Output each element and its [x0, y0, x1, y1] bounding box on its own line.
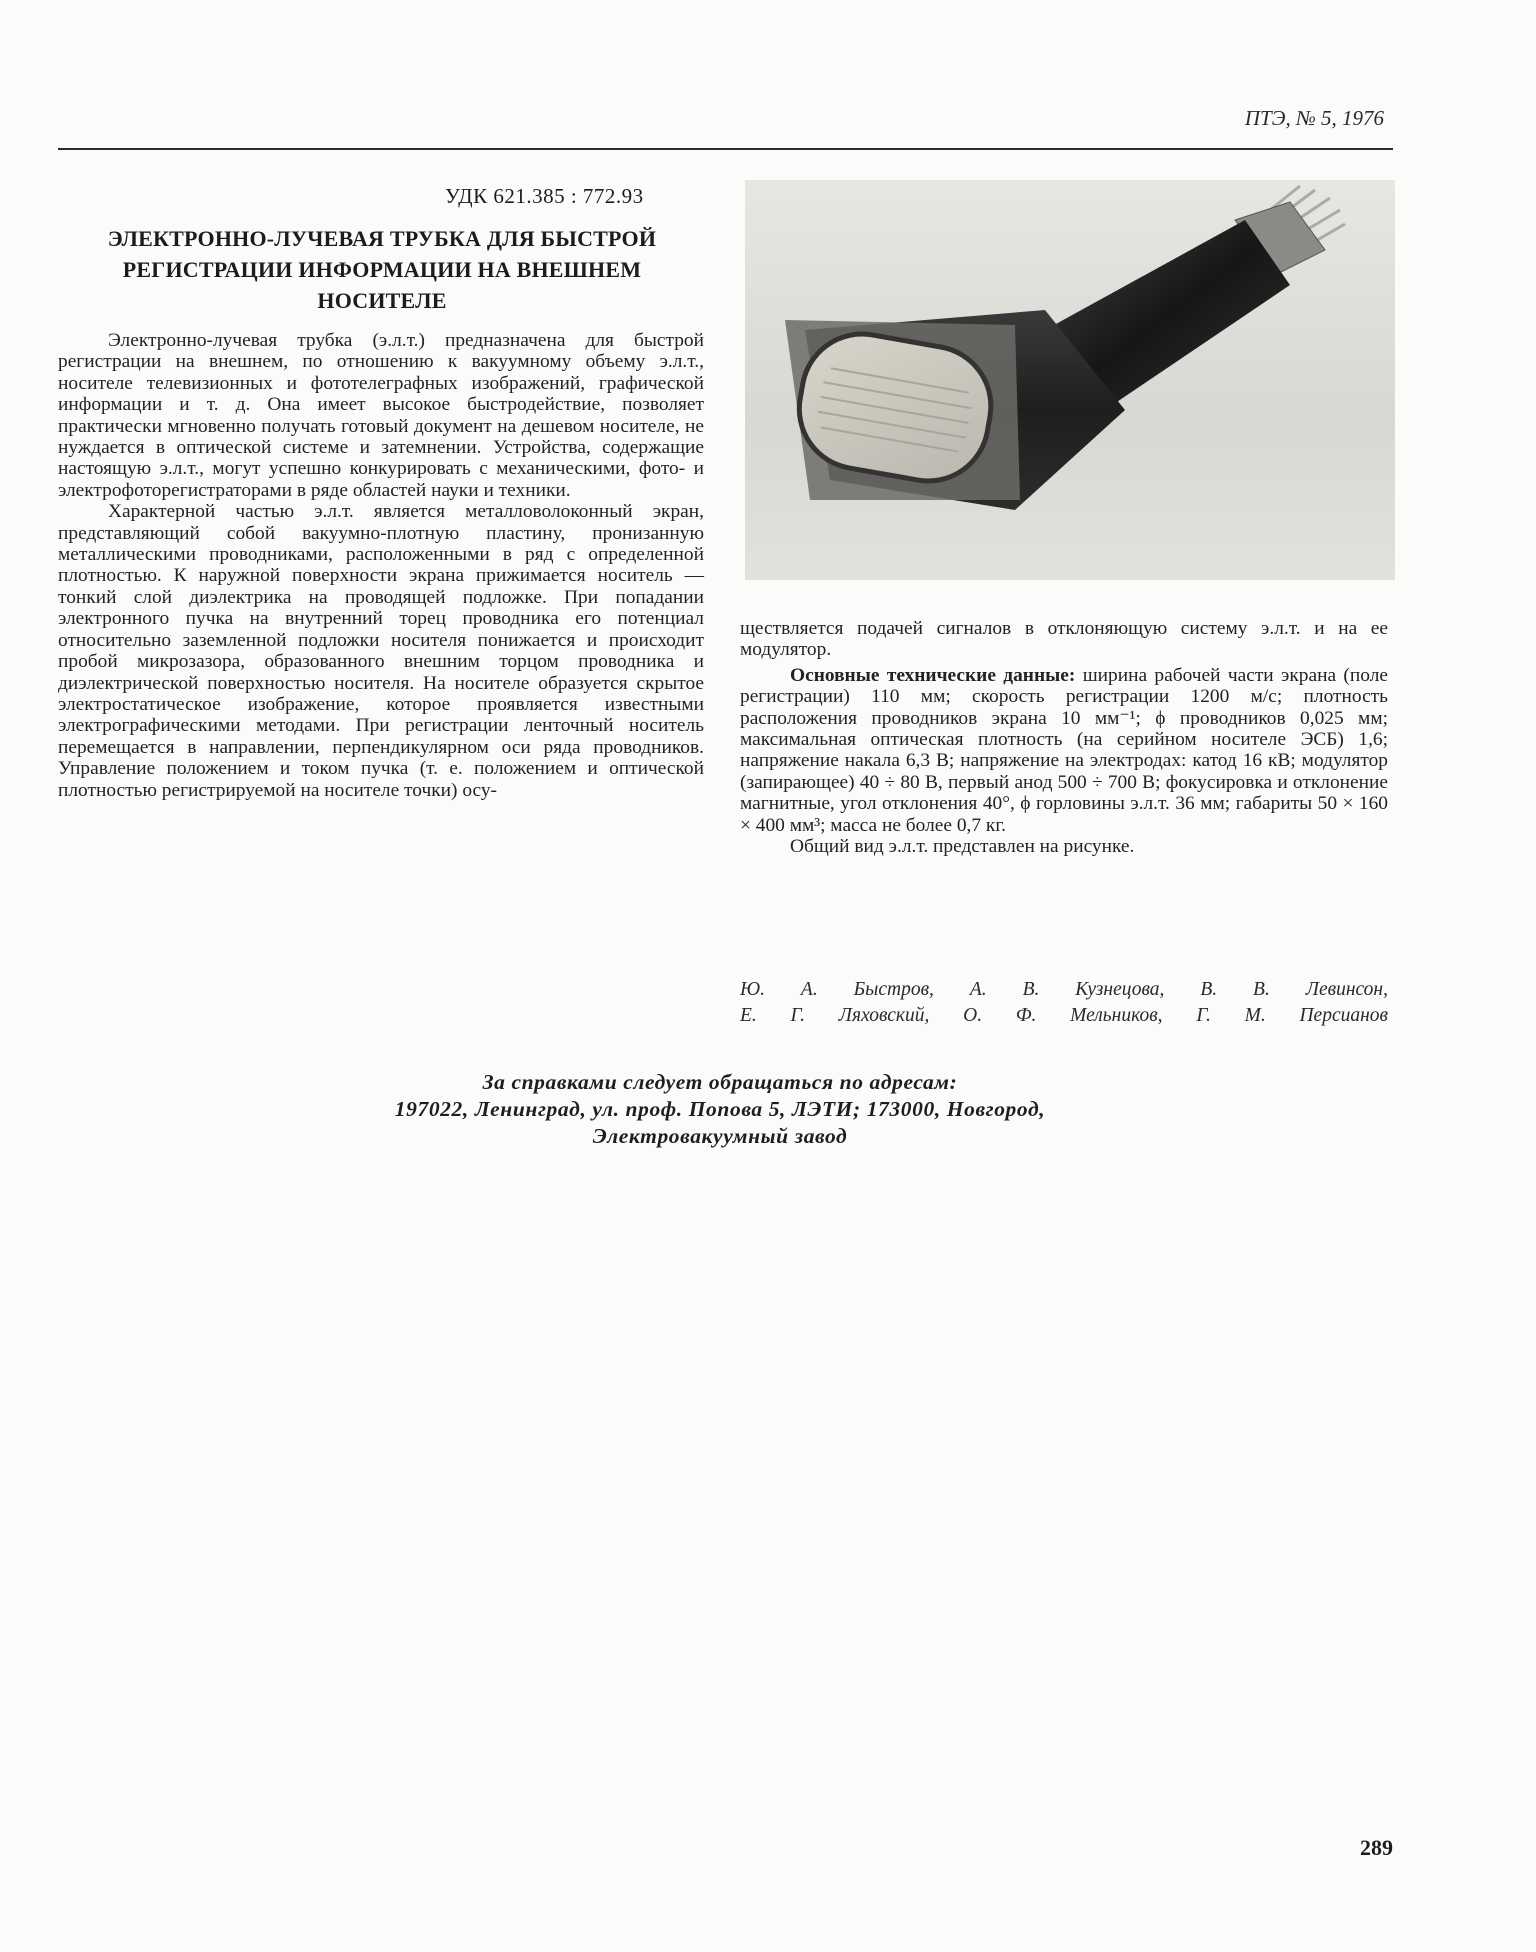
page-number: 289: [1360, 1835, 1393, 1860]
technical-data-body: ширина рабочей части экрана (поле регистрации) 110 мм; скорость регистрации 1200 м/с; плотность расположения проводников экрана 10 мм⁻¹; ϕ проводников 0,025 мм; максимальная оптическая плотность (на серийном носителе ЭСБ) 1,6; напряжение накала 6,3 В; напряжение на электродах: катод 16 кВ; модулятор (запирающее) 40 ÷ 80 В, первый анод 500 ÷ 700 В; фокусировка и отклонение магнитные, угол отклонения 40°, ϕ горловины э.л.т. 36 мм; габариты 50 × 160 × 400 мм³; масса не более 0,7 кг.: [740, 664, 1388, 836]
authors-line-2: Е. Г. Ляховский, О. Ф. Мельников, Г. М. Персианов: [740, 1005, 1388, 1026]
right-column: [740, 618, 1388, 857]
contact-line-3: Электровакуумный завод: [592, 1124, 848, 1148]
figure-note: Общий вид э.л.т. представлен на рисунке.: [790, 836, 1135, 858]
contact-line-2: 197022, Ленинград, ул. проф. Попова 5, ЛЭТИ; 173000, Новгород,: [394, 1097, 1046, 1121]
screen-description-paragraph: Характерной частью э.л.т. является металловолоконный экран, представляющий собой вакуумно-плотную пластину, пронизанную металлическими проводниками, расположенными в ряд с определенной плотностью. К наружной поверхности экрана прижимается носитель — тонкий слой диэлектрика на проводящей подложке. При попадании электронного пучка на внутренний торец проводника его потенциал относительно заземленной подложки носителя понижается и происходит пробой микрозазора, образованного внешним торцом проводника и диэлектрической поверхностью носителя. На носителе образуется скрытое электростатическое изображение, которое проявляется известными электрографическими методами. При регистрации ленточный носитель перемещается в направлении, перпендикулярном оси ряда проводников. Управление положением и током пучка (т. е. положением и оптической плотностью регистрируемой на носителе точки) осу-: [58, 501, 704, 801]
article-title: [52, 223, 712, 316]
authors-line-1: Ю. А. Быстров, А. В. Кузнецова, В. В. Левинсон,: [740, 979, 1388, 1000]
title-line-1: ЭЛЕКТРОННО-ЛУЧЕВАЯ ТРУБКА ДЛЯ БЫСТРОЙ: [107, 226, 657, 251]
header-rule: [58, 148, 1393, 150]
title-line-2: РЕГИСТРАЦИИ ИНФОРМАЦИИ НА ВНЕШНЕМ: [122, 257, 642, 282]
technical-data-paragraph: [740, 665, 1388, 836]
continuation-paragraph: ществляется подачей сигналов в отклоняющую систему э.л.т. и на ее модулятор.: [740, 618, 1388, 661]
journal-header: ПТЭ, № 5, 1976: [1244, 106, 1384, 130]
title-line-3: НОСИТЕЛЕ: [317, 288, 447, 313]
contact-line-1: За справками следует обращаться по адресам:: [482, 1070, 958, 1094]
intro-paragraph: Электронно-лучевая трубка (э.л.т.) предназначена для быстрой регистрации на внешнем, по отношению к вакуумному объему э.л.т., носителе телевизионных и фототелеграфных изображений, графической информации и т. д. Она имеет высокое быстродействие, позволяет практически мгновенно получать готовый документ на дешевом носителе, не нуждается в оптической системе и затемнении. Устройства, содержащие настоящую э.л.т., могут успешно конкурировать с механическими, фото- и электрофоторегистраторами в ряде областей науки и техники.: [58, 330, 704, 501]
left-column: [58, 330, 704, 801]
authors: [740, 977, 1388, 1029]
technical-data-lead: Основные технические данные:: [790, 664, 1076, 686]
crt-photo: [745, 180, 1395, 580]
crt-tube-illustration: [745, 180, 1395, 580]
udk-code: УДК 621.385 : 772.93: [445, 184, 644, 208]
contact-block: [160, 1069, 1280, 1150]
